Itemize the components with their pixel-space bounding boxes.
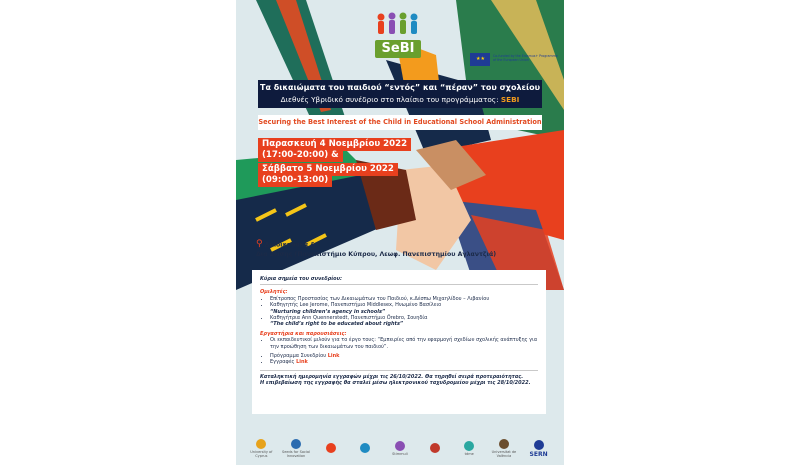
title-line-2 (258, 94, 542, 105)
location-pin-icon: ⚲ (256, 239, 263, 249)
speakers-heading: Ομιλητές: (260, 289, 288, 296)
program-label: Πρόγραμμα Συνεδρίου (270, 353, 327, 360)
sebi-wordmark: SeBI (375, 40, 421, 58)
partner-mark-icon (430, 443, 440, 453)
conference-poster (236, 0, 564, 465)
partner-logo (490, 439, 518, 458)
eu-badge-text: Co-funded by the Erasmus+ Programme of the European Union (493, 54, 558, 62)
speaker-item (270, 315, 538, 328)
location-line-2: Δια Ζώσης (Πανεπιστήμιο Κύπρου, Λεωφ. Πανεπιστημίου Αγλαντζιά) (256, 250, 497, 258)
partner-mark-icon (360, 443, 370, 453)
date-1-time: (17:00-20:00) & (258, 149, 343, 162)
title-program-name: SEBI (500, 95, 520, 104)
partner-mark-icon (256, 439, 266, 449)
partner-logo (455, 441, 483, 456)
partner-name: Universitat de València (491, 450, 517, 458)
workshops-heading: Εργαστήρια και παρουσιάσεις: (260, 330, 347, 337)
eu-badge (470, 52, 558, 66)
title-banner (258, 80, 542, 108)
deadline-line-1: Καταληκτική ημερομηνία εγγραφών μέχρι τις 26/10/2022. Θα τηρηθεί σειρά προτεραιότητας. (260, 373, 524, 380)
children-figures-icon (375, 12, 421, 38)
partner-name: SERN (529, 450, 548, 458)
workshops-list (260, 337, 538, 350)
partner-logo (282, 439, 310, 458)
date-2-day: Σάββατο 5 Νοεμβρίου 2022 (258, 163, 398, 176)
deadline-line-2: Η επιβεβαίωση της εγγραφής θα σταλεί μέσω ηλεκτρονικού ταχυδρομείου μέχρι τις 28/10/2022. (260, 380, 531, 387)
info-panel (252, 270, 546, 414)
partner-logo (525, 440, 553, 458)
subtitle-banner: Securing the Best Interest of the Child in Educational School Administration (258, 115, 542, 130)
partner-mark-icon (326, 443, 336, 453)
partner-logo (247, 439, 275, 458)
speakers-list (260, 296, 538, 328)
partner-name: Stimmuli (392, 452, 408, 456)
partner-logo (317, 443, 345, 454)
partner-mark-icon (395, 441, 405, 451)
partner-logo (421, 443, 449, 454)
registration-label: Εγγραφές (270, 359, 295, 366)
workshop-item: • Οι εκπαιδευτικοί μιλούν για το έργο τους: “Εμπειρίες από την εφαρμογή σχεδίων σχολικής ανάπτυξης για την προώθηση των δικαιωμάτων του παιδιού”. (270, 337, 538, 350)
speaker-name: Επίτροπος Προστασίας των Δικαιωμάτων του Παιδιού, κ.Δέσπω Μιχαηλίδου – Λιβανίου (270, 295, 490, 302)
program-link[interactable]: Link (327, 353, 340, 360)
links-list (260, 353, 538, 366)
info-heading: Κύρια σημεία του συνεδρίου: (260, 276, 538, 285)
speaker-name: Καθηγήτρια Ann Quennerstedt, Πανεπιστήμιο Örebro, Σουηδία (270, 315, 428, 322)
title-line-1: Τα δικαιώματα του παιδιού “εντός” και “πέραν” του σχολείου (260, 83, 540, 92)
partner-logos (236, 432, 564, 465)
partner-mark-icon (291, 439, 301, 449)
date-1-day: Παρασκευή 4 Νοεμβρίου 2022 (258, 138, 411, 151)
partner-name: tdme (464, 452, 474, 456)
partner-mark-icon (464, 441, 474, 451)
partner-mark-icon (534, 440, 544, 450)
sebi-logo (368, 12, 428, 58)
eu-flag-icon: ★★ (470, 53, 490, 66)
speaker-item (270, 302, 538, 315)
partner-logo (351, 443, 379, 454)
speaker-talk: “The child’s right to be educated about rights” (270, 321, 404, 328)
date-2-time: (09:00-13:00) (258, 174, 332, 187)
speaker-talk: “Nurturing children’s agency in schools” (270, 308, 386, 315)
speaker-name: Καθηγητής Lee Jerome, Πανεπιστήμιο Middlesex, Ηνωμένο Βασίλειο (270, 302, 442, 309)
partner-name: Seeds for Social Innovation (281, 450, 310, 458)
title-line-2-prefix: Διεθνές Υβριδικό συνέδριο στο πλαίσιο του προγράμματος: (280, 95, 499, 104)
registration-link-item (270, 359, 538, 365)
partner-mark-icon (499, 439, 509, 449)
partner-logo (386, 441, 414, 456)
location (256, 240, 546, 259)
location-line-1: Διαδικτυακά & (264, 241, 316, 249)
deadline-note (260, 370, 538, 387)
registration-link[interactable]: Link (296, 359, 308, 366)
partner-name: University of Cyprus (250, 450, 273, 458)
